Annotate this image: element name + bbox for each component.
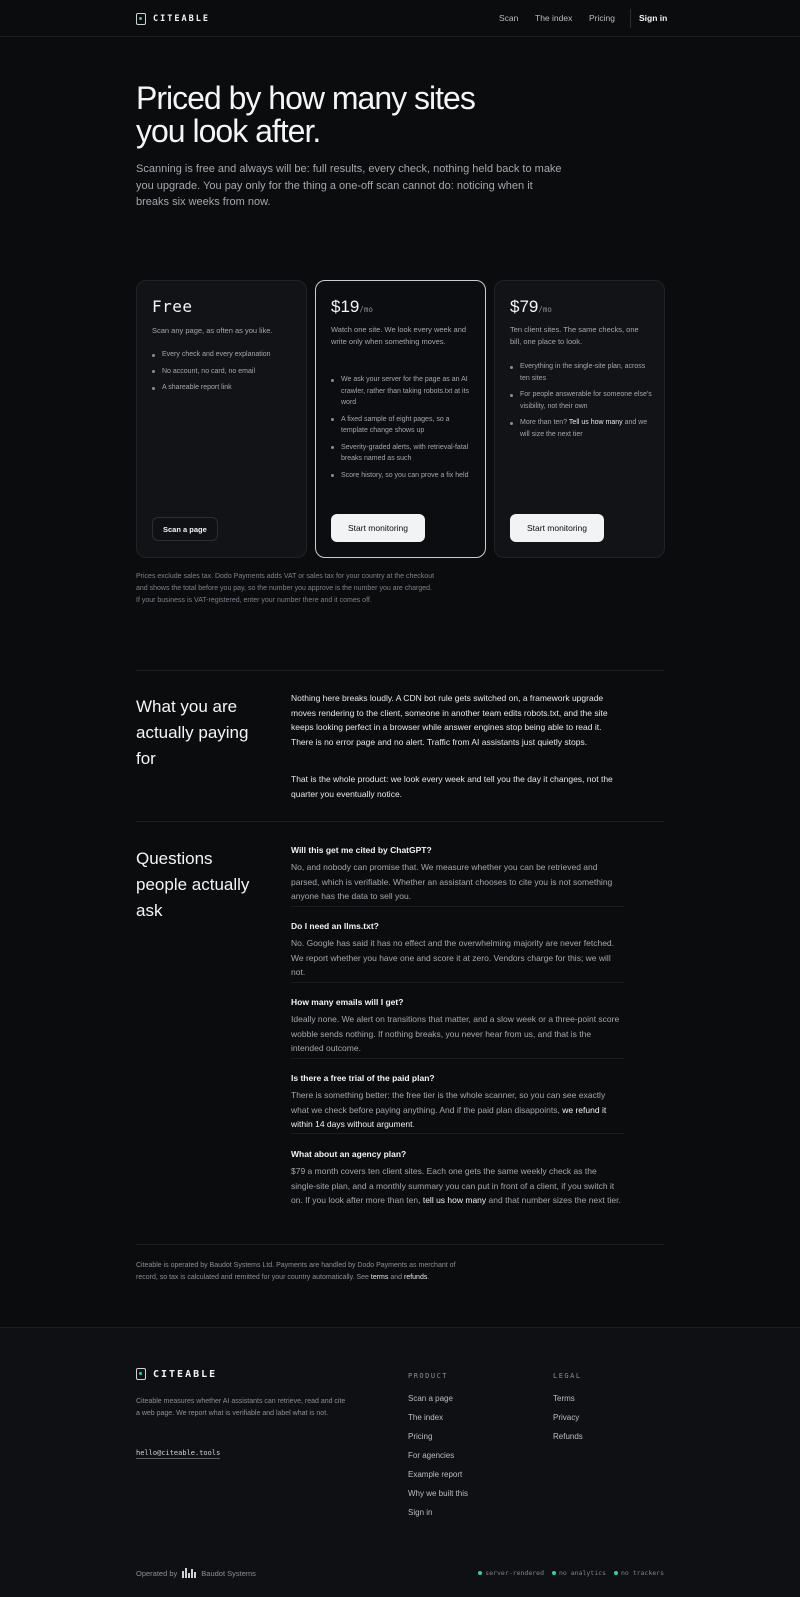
status-dot-icon (478, 1571, 482, 1575)
faq-question: Is there a free trial of the paid plan? (291, 1073, 435, 1083)
plan-card-agency (494, 280, 665, 558)
feature-item: A fixed sample of eight pages, so a template change shows up (331, 414, 476, 437)
badge-label: no trackers (620, 1569, 664, 1577)
faq-item (291, 921, 624, 980)
paying-paragraph-1: Nothing here breaks loudly. A CDN bot rule gets switched on, a framework upgrade moves rendering to the client, someone in another team edits robots.txt, and the site keeps looking perfect in a browser while answer engines stop being able to read it. There is no error page and no alert. Traffic from AI assistants just quietly stops. (291, 693, 608, 747)
faq-divider (291, 906, 624, 907)
plan-price (510, 297, 552, 317)
faq-divider (291, 1133, 624, 1134)
badge-label: no analytics (558, 1569, 606, 1577)
section-divider (136, 821, 664, 822)
feature-item: No account, no card, no email (152, 366, 297, 378)
footer-link-privacy[interactable]: Privacy (553, 1413, 580, 1422)
footer-heading-legal: LEGAL (553, 1372, 582, 1380)
plan-features (152, 349, 297, 399)
faq-divider (291, 1058, 624, 1059)
refunds-link[interactable]: refunds (403, 1274, 428, 1281)
faq-item (291, 845, 624, 904)
footer-heading-product: PRODUCT (408, 1372, 449, 1380)
faq-question: Do I need an llms.txt? (291, 921, 379, 931)
footer-brand-logo[interactable] (136, 1368, 217, 1380)
plan-card-single-site (315, 280, 486, 558)
faq-item (291, 1073, 624, 1132)
section-heading-faq: Questions people actually ask (136, 849, 250, 920)
faq-answer-emphasis: we refund it within 14 days without argument (291, 1104, 607, 1129)
footer-link-for-agencies[interactable]: For agencies (408, 1451, 455, 1460)
nav-pricing[interactable]: Pricing (589, 13, 615, 23)
feature-item: Severity-graded alerts, with retrieval-fatal breaks named as such (331, 442, 476, 465)
footer-brand-name: CITEABLE (153, 1368, 218, 1380)
plan-features (331, 374, 476, 486)
faq-answer (291, 1088, 624, 1132)
faq-answer (291, 1164, 624, 1208)
feature-item: Everything in the single-site plan, across ten sites (510, 361, 655, 384)
nav-scan[interactable]: Scan (499, 13, 519, 23)
site-footer (0, 1327, 800, 1597)
footer-link-terms[interactable]: Terms (553, 1394, 575, 1403)
status-dot-icon (552, 1571, 556, 1575)
feature-item: Every check and every explanation (152, 349, 297, 361)
faq-answer: No, and nobody can promise that. We measure whether you can be retrieved and parsed, which is verifiable. Whether an assistant chooses to cite you is not something anyone has the data to sell you. (291, 862, 613, 901)
faq-question: What about an agency plan? (291, 1149, 407, 1159)
section-heading-paying: What you are actually paying for (136, 697, 249, 768)
plan-description: Ten client sites. The same checks, one bill, one place to look. (510, 325, 639, 346)
footer-link-refunds[interactable]: Refunds (553, 1432, 583, 1441)
faq-question: Will this get me cited by ChatGPT? (291, 845, 432, 855)
plan-features (510, 361, 655, 445)
feature-item: Score history, so you can prove a fix held (331, 470, 476, 482)
tell-us-how-many-link[interactable]: Tell us how many (568, 419, 623, 426)
nav-divider (630, 9, 631, 28)
brand-logo[interactable] (136, 13, 210, 25)
badge-server-rendered (478, 1569, 544, 1577)
faq-answer-text: There is something better: the free tier is the whole scanner, so you can see exactly what we check before paying anything. And if the paid plan disappoints, (291, 1090, 606, 1115)
operator-name[interactable]: Baudot Systems (201, 1568, 256, 1578)
page-title: Priced by how many sites you look after. (136, 80, 475, 149)
footer-description: Citeable measures whether AI assistants can retrieve, read and cite a web page. We report what is verifiable and label what is not. (136, 1398, 346, 1417)
paying-paragraph-2: That is the whole product: we look every week and tell you the day it changes, not the quarter you eventually notice. (291, 774, 613, 799)
feature-item: For people answerable for someone else's visibility, not their own (510, 389, 655, 412)
faq-answer: Ideally none. We alert on transitions that matter, and a slow week or a three-point score wobble sends nothing. If nothing breaks, you never hear from us, and that is the intended outcome. (291, 1014, 620, 1053)
contact-email-link[interactable]: hello@citeable.tools (136, 1449, 221, 1457)
feature-more-prefix: More than ten? (520, 419, 568, 426)
citeable-logo-icon (136, 13, 146, 25)
plan-description: Scan any page, as often as you like. (152, 326, 273, 335)
plan-price (331, 297, 373, 317)
tell-us-how-many-link[interactable]: tell us how many (422, 1195, 487, 1205)
badge-no-analytics (552, 1569, 606, 1577)
citeable-logo-icon (136, 1368, 146, 1380)
footer-badges (478, 1569, 664, 1577)
price-period: /mo (359, 305, 373, 314)
faq-item (291, 997, 624, 1056)
price-period: /mo (538, 305, 552, 314)
operated-by (136, 1568, 256, 1578)
faq-item (291, 1149, 624, 1208)
operator-note-end: . (427, 1274, 430, 1281)
scan-a-page-button[interactable]: Scan a page (152, 517, 218, 541)
operated-by-label: Operated by (136, 1568, 178, 1578)
footer-link-example-report[interactable]: Example report (408, 1470, 463, 1479)
badge-label: server-rendered (485, 1569, 544, 1577)
feature-more-suffix: and we will size the next tier (520, 419, 648, 438)
plan-price: Free (152, 297, 193, 316)
operator-note-text: Citeable is operated by Baudot Systems Ltd. Payments are handled by Dodo Payments as merchant of record, so tax is calculated and remitted for your country automatically. See (136, 1262, 456, 1281)
hero-lede: Scanning is free and always will be: full results, every check, nothing held back to make you upgrade. You pay only for the thing a one-off scan cannot do: noticing when it breaks six weeks from now. (136, 163, 562, 208)
feature-item: A shareable report link (152, 382, 297, 394)
price-amount: $19 (331, 297, 360, 316)
baudot-logo-icon (182, 1568, 196, 1578)
nav-the-index[interactable]: The index (535, 13, 573, 23)
badge-no-trackers (614, 1569, 664, 1577)
faq-answer: No. Google has said it has no effect and the overwhelming majority are never fetched. We report whether you have one and score it at zero. Vendors charge for this; we will not. (291, 938, 615, 977)
plan-card-free (136, 280, 307, 558)
footer-link-sign-in[interactable]: Sign in (408, 1508, 433, 1517)
price-amount: $79 (510, 297, 539, 316)
start-monitoring-button[interactable]: Start monitoring (510, 514, 604, 542)
start-monitoring-button[interactable]: Start monitoring (331, 514, 425, 542)
site-header (0, 0, 800, 37)
sign-in-link[interactable]: Sign in (639, 13, 668, 23)
operator-note (136, 1260, 456, 1284)
brand-name: CITEABLE (153, 14, 210, 24)
footer-link-why-we-built-this[interactable]: Why we built this (408, 1489, 469, 1498)
footer-link-the-index[interactable]: The index (408, 1413, 444, 1422)
faq-answer-end: and that number sizes the next tier. (488, 1195, 621, 1205)
footer-link-pricing[interactable]: Pricing (408, 1432, 433, 1441)
faq-divider (291, 982, 624, 983)
footer-link-scan-a-page[interactable]: Scan a page (408, 1394, 453, 1403)
terms-link[interactable]: terms (370, 1274, 389, 1281)
faq-question: How many emails will I get? (291, 997, 404, 1007)
feature-item (510, 417, 655, 440)
status-dot-icon (614, 1571, 618, 1575)
section-divider (136, 1244, 664, 1245)
operator-note-and: and (390, 1274, 403, 1281)
tax-note: Prices exclude sales tax. Dodo Payments adds VAT or sales tax for your country at the checkout and shows the total before you pay, so the number you approve is the number you are charged. If your business is VAT-registered, enter your number there and it comes off. (136, 573, 435, 604)
section-divider (136, 670, 664, 671)
feature-item: We ask your server for the page as an AI crawler, rather than taking robots.txt at its word (331, 374, 476, 409)
faq-answer-text: $79 a month covers ten client sites. Each one gets the same weekly check as the single-site plan, and a monthly summary you can put in front of a client, if you switch it on. If you look after more than ten, (291, 1166, 615, 1205)
faq-answer-end: . (412, 1119, 415, 1129)
plan-description: Watch one site. We look every week and write only when something moves. (331, 325, 467, 346)
